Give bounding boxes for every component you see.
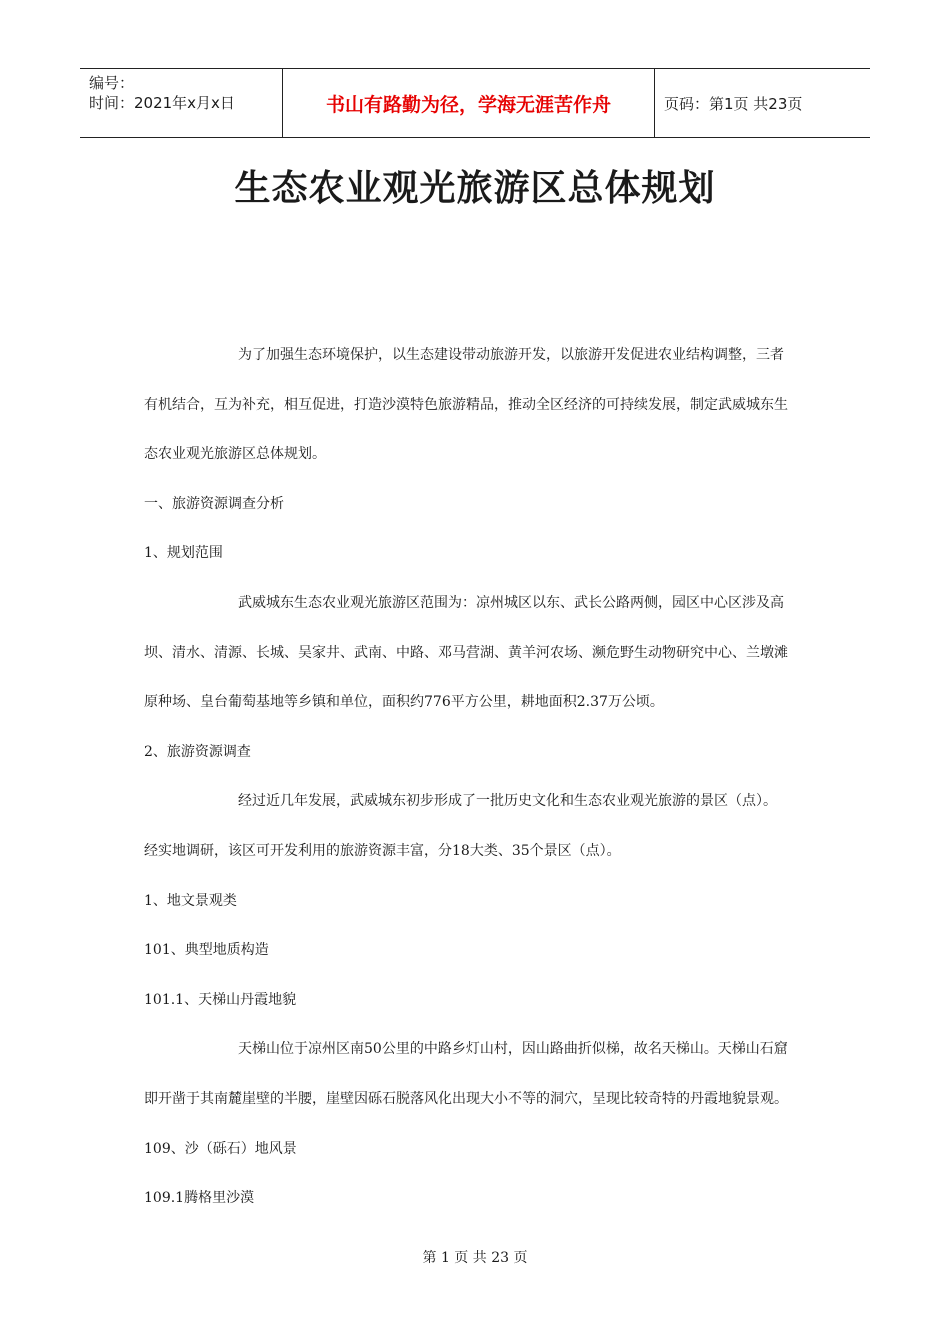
paragraph-line: 为了加强生态环境保护，以生态建设带动旅游开发，以旅游开发促进农业结构调整，三者 bbox=[238, 347, 784, 363]
paragraph-line: 态农业观光旅游区总体规划。 bbox=[144, 446, 326, 463]
document-header bbox=[80, 68, 870, 138]
item-heading: 109、沙（砾石）地风景 bbox=[144, 1140, 297, 1157]
item-heading: 101.1、天梯山丹霞地貌 bbox=[144, 991, 297, 1008]
paragraph-line: 原种场、皇台葡萄基地等乡镇和单位，面积约776平方公里，耕地面积2.37万公顷。 bbox=[144, 694, 664, 711]
header-page-info: 页码：第1页 共23页 bbox=[664, 94, 803, 113]
item-heading: 109.1腾格里沙漠 bbox=[144, 1190, 255, 1207]
paragraph-line: 经实地调研，该区可开发利用的旅游资源丰富，分18大类、35个景区（点）。 bbox=[144, 842, 621, 859]
category-heading: 1、地文景观类 bbox=[144, 892, 237, 909]
header-meta bbox=[80, 69, 282, 137]
document-body bbox=[144, 340, 804, 1233]
paragraph-line: 天梯山位于凉州区南50公里的中路乡灯山村，因山路曲折似梯，故名天梯山。天梯山石窟 bbox=[238, 1041, 788, 1058]
paragraph-line: 坝、清水、清源、长城、吴家井、武南、中路、邓马营湖、黄羊河农场、濒危野生动物研究中心、兰墩滩 bbox=[144, 644, 788, 661]
item-heading: 101、典型地质构造 bbox=[144, 942, 269, 959]
paragraph-line: 武威城东生态农业观光旅游区范围为：凉州城区以东、武长公路两侧，园区中心区涉及高 bbox=[238, 594, 784, 611]
page-footer: 第 1 页 共 23 页 bbox=[422, 1250, 528, 1266]
time-label: 时间：2021年x月x日 bbox=[89, 94, 235, 112]
paragraph-line: 有机结合，互为补充，相互促进，打造沙漠特色旅游精品，推动全区经济的可持续发展，制定武威城东生 bbox=[144, 396, 788, 413]
subsection-heading: 1、规划范围 bbox=[144, 545, 223, 562]
section-heading: 一、旅游资源调查分析 bbox=[144, 495, 284, 512]
paragraph-line: 经过近几年发展，武威城东初步形成了一批历史文化和生态农业观光旅游的景区（点）。 bbox=[238, 793, 777, 810]
paragraph-line: 即开凿于其南麓崖壁的半腰，崖壁因砾石脱落风化出现大小不等的洞穴，呈现比较奇特的丹霞地貌景观。 bbox=[144, 1090, 788, 1107]
subsection-heading: 2、旅游资源调查 bbox=[144, 743, 251, 760]
number-label: 编号： bbox=[89, 74, 135, 92]
document-title: 生态农业观光旅游区总体规划 bbox=[234, 168, 716, 209]
header-motto: 书山有路勤为径，学海无涯苦作舟 bbox=[282, 69, 655, 137]
